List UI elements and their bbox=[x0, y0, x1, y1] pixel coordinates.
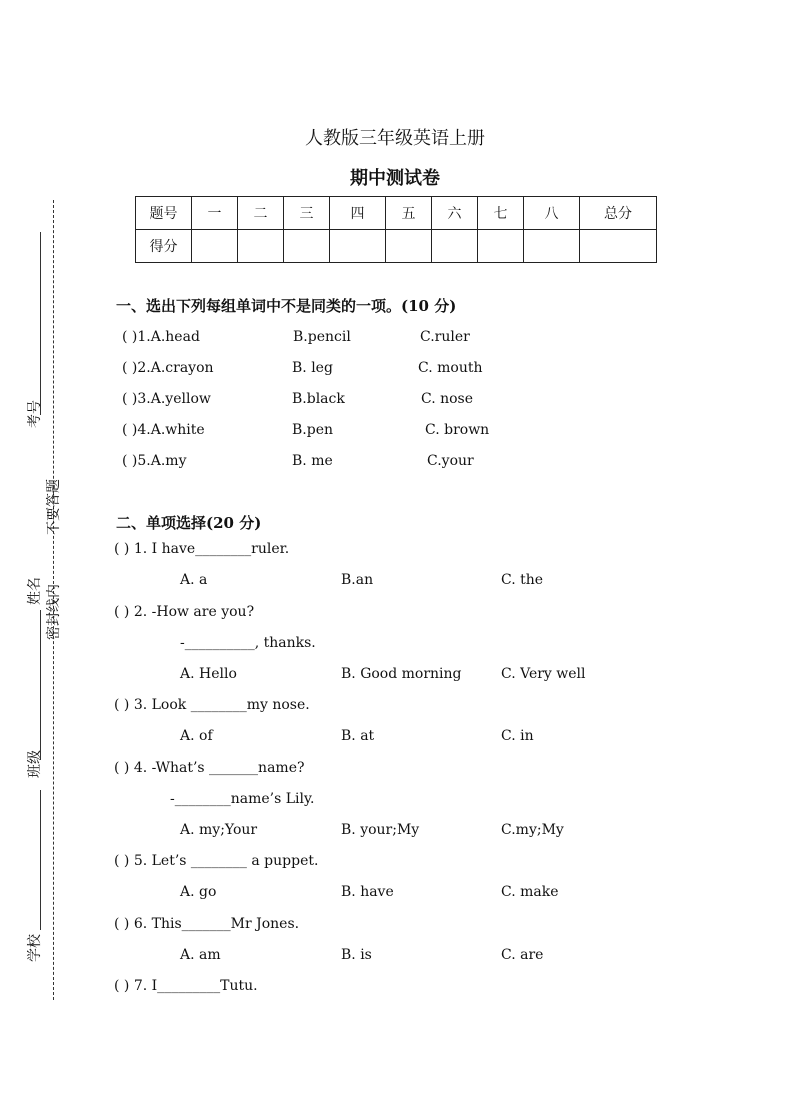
s1-q3-stem: ( )3.A.yellow bbox=[122, 391, 211, 407]
section2-heading: 二、单项选择(20 分) bbox=[116, 514, 262, 532]
score-header-cell: 总分 bbox=[580, 197, 657, 230]
s2-q6-option-a: A. am bbox=[180, 947, 221, 963]
s1-q4-option-b: B.pen bbox=[292, 422, 334, 438]
s2-q5-stem: ( ) 5. Let’s ________ a puppet. bbox=[114, 853, 319, 869]
kaohao-blank-line bbox=[40, 232, 41, 415]
kaohao-label: 考号 bbox=[27, 400, 43, 428]
score-header-cell: 一 bbox=[192, 197, 238, 230]
s2-q5-option-c: C. make bbox=[501, 884, 559, 900]
s1-q2-option-b: B. leg bbox=[292, 360, 333, 376]
xuexiao-label: 学校 bbox=[27, 934, 43, 962]
xingming-blank-line bbox=[40, 610, 41, 760]
s2-q4-option-a: A. my;Your bbox=[180, 822, 258, 838]
xingming-label: 姓名 bbox=[27, 577, 43, 605]
s1-q3-option-b: B.black bbox=[292, 391, 345, 407]
score-header-cell: 七 bbox=[478, 197, 524, 230]
score-cell[interactable] bbox=[478, 230, 524, 263]
score-cell[interactable] bbox=[524, 230, 580, 263]
score-header-cell: 题号 bbox=[136, 197, 192, 230]
score-cell[interactable] bbox=[238, 230, 284, 263]
s2-q2-option-c: C. Very well bbox=[501, 666, 586, 682]
banji-blank-line bbox=[40, 790, 41, 930]
score-header-cell: 三 bbox=[284, 197, 330, 230]
s2-q2-stem: ( ) 2. -How are you? bbox=[114, 604, 255, 620]
seal-line-note: 密封线内 bbox=[46, 584, 62, 640]
banji-label: 班级 bbox=[27, 750, 43, 778]
s2-q5-option-b: B. have bbox=[341, 884, 394, 900]
score-table-header-row bbox=[136, 197, 657, 230]
score-cell[interactable] bbox=[432, 230, 478, 263]
s2-q2-line2: -__________, thanks. bbox=[180, 635, 316, 651]
score-header-cell: 五 bbox=[386, 197, 432, 230]
s1-q4-stem: ( )4.A.white bbox=[122, 422, 205, 438]
s2-q3-option-a: A. of bbox=[180, 728, 213, 744]
score-cell[interactable] bbox=[192, 230, 238, 263]
s2-q3-stem: ( ) 3. Look ________my nose. bbox=[114, 697, 310, 713]
s2-q7-stem: ( ) 7. I_________Tutu. bbox=[114, 978, 258, 994]
s2-q3-option-c: C. in bbox=[501, 728, 534, 744]
s1-q5-option-b: B. me bbox=[292, 453, 333, 469]
paper-title: 人教版三年级英语上册 bbox=[305, 128, 485, 149]
score-row-label: 得分 bbox=[136, 230, 192, 263]
s2-q4-option-c: C.my;My bbox=[501, 822, 564, 838]
s2-q4-option-b: B. your;My bbox=[341, 822, 420, 838]
score-header-cell: 八 bbox=[524, 197, 580, 230]
s1-q5-option-c: C.your bbox=[427, 453, 474, 469]
s2-q6-stem: ( ) 6. This_______Mr Jones. bbox=[114, 916, 300, 932]
score-header-cell: 六 bbox=[432, 197, 478, 230]
s1-q1-stem: ( )1.A.head bbox=[122, 329, 200, 345]
score-cell[interactable] bbox=[386, 230, 432, 263]
s2-q4-line2: -________name’s Lily. bbox=[170, 791, 315, 807]
s1-q5-stem: ( )5.A.my bbox=[122, 453, 187, 469]
s2-q3-option-b: B. at bbox=[341, 728, 375, 744]
score-cell[interactable] bbox=[580, 230, 657, 263]
score-cell[interactable] bbox=[284, 230, 330, 263]
s2-q1-stem: ( ) 1. I have________ruler. bbox=[114, 541, 290, 557]
score-cell[interactable] bbox=[330, 230, 386, 263]
score-table bbox=[135, 196, 657, 263]
s2-q6-option-b: B. is bbox=[341, 947, 372, 963]
s1-q1-option-c: C.ruler bbox=[420, 329, 470, 345]
score-header-cell: 四 bbox=[330, 197, 386, 230]
s2-q2-option-a: A. Hello bbox=[180, 666, 237, 682]
no-answer-note: 不要答题 bbox=[46, 479, 62, 535]
s1-q1-option-b: B.pencil bbox=[293, 329, 351, 345]
s2-q4-stem: ( ) 4. -What’s _______name? bbox=[114, 760, 305, 776]
score-header-cell: 二 bbox=[238, 197, 284, 230]
score-table-score-row bbox=[136, 230, 657, 263]
s2-q1-option-a: A. a bbox=[180, 572, 208, 588]
s1-q2-stem: ( )2.A.crayon bbox=[122, 360, 214, 376]
s1-q4-option-c: C. brown bbox=[425, 422, 490, 438]
s1-q3-option-c: C. nose bbox=[421, 391, 474, 407]
s2-q5-option-a: A. go bbox=[180, 884, 217, 900]
s2-q1-option-c: C. the bbox=[501, 572, 544, 588]
s2-q2-option-b: B. Good morning bbox=[341, 666, 462, 682]
paper-subtitle: 期中测试卷 bbox=[350, 168, 440, 189]
s2-q1-option-b: B.an bbox=[341, 572, 374, 588]
s2-q6-option-c: C. are bbox=[501, 947, 544, 963]
s1-q2-option-c: C. mouth bbox=[418, 360, 483, 376]
section1-heading: 一、选出下列每组单词中不是同类的一项。(10 分) bbox=[116, 297, 457, 315]
